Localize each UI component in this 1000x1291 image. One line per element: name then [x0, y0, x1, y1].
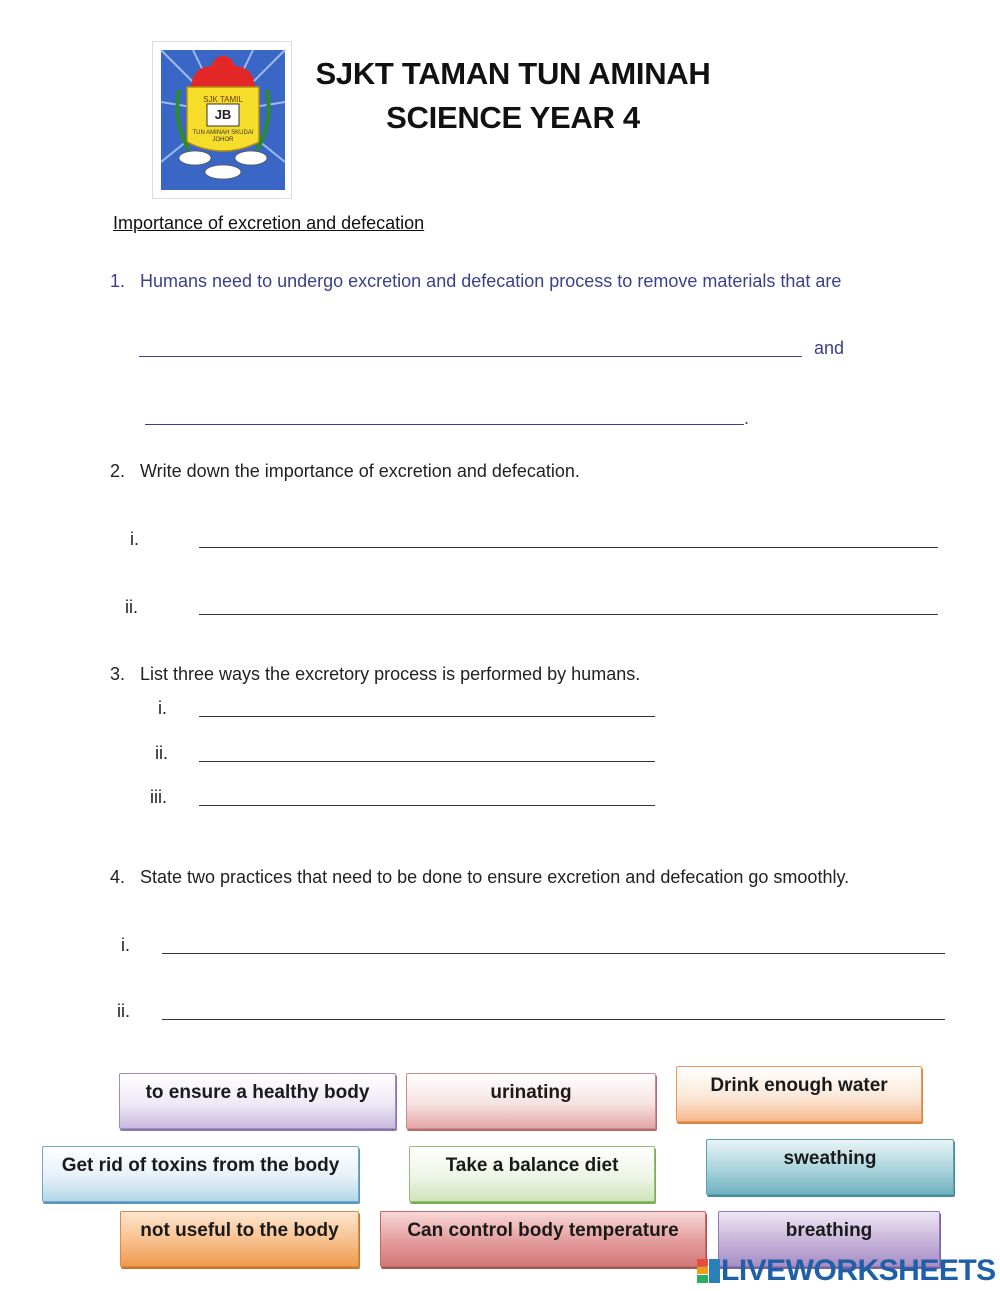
logo-text-top: SJK TAMIL — [203, 95, 243, 104]
question-2-item-label: ii. — [125, 597, 138, 617]
answer-blank-2ii[interactable] — [199, 614, 938, 615]
word-tile[interactable]: Get rid of toxins from the body — [42, 1146, 359, 1202]
word-tile[interactable]: not useful to the body — [120, 1211, 359, 1267]
question-2-text: Write down the importance of excretion and defecation. — [140, 461, 580, 481]
word-tile[interactable]: sweathing — [706, 1139, 954, 1195]
watermark-text: LIVEWORKSHEETS — [721, 1254, 996, 1287]
answer-blank-2i[interactable] — [199, 547, 938, 548]
question-2-item-label: i. — [130, 529, 139, 549]
question-1-text: Humans need to undergo excretion and defecation process to remove materials that are — [140, 271, 842, 291]
school-name: SJKT TAMAN TUN AMINAH — [315, 56, 711, 91]
liveworksheets-logo-icon — [697, 1258, 721, 1284]
question-4-text: State two practices that need to be done to ensure excretion and defecation go smoothly. — [140, 867, 850, 887]
section-heading: Importance of excretion and defecation — [113, 213, 425, 233]
question-3-item-label: iii. — [150, 787, 167, 807]
question-3-item-label: ii. — [155, 743, 168, 763]
question-3-item-label: i. — [158, 698, 167, 718]
question-1-end-mark: . — [744, 408, 750, 428]
question-4-item-label: ii. — [117, 1001, 130, 1021]
answer-blank-3ii[interactable] — [199, 761, 655, 762]
answer-blank-3i[interactable] — [199, 716, 655, 717]
question-4-item-label: i. — [121, 935, 130, 955]
liveworksheets-watermark — [697, 1253, 996, 1289]
answer-blank-1a[interactable] — [139, 356, 802, 357]
question-1-connector: and — [814, 338, 845, 358]
question-4-number: 4. — [110, 867, 126, 887]
logo-text-bottom: TUN AMINAH SKUDAI JOHOR — [192, 130, 254, 143]
word-tile[interactable]: to ensure a healthy body — [119, 1073, 396, 1129]
question-3-text: List three ways the excretory process is performed by humans. — [140, 664, 641, 684]
word-tile[interactable]: Take a balance diet — [409, 1146, 655, 1202]
question-2-number: 2. — [110, 461, 126, 481]
answer-blank-4ii[interactable] — [162, 1019, 945, 1020]
word-tile[interactable]: breathing — [718, 1211, 940, 1267]
word-tile[interactable]: Drink enough water — [676, 1066, 922, 1122]
word-tile[interactable]: Can control body temperature — [380, 1211, 706, 1267]
word-tile[interactable]: urinating — [406, 1073, 656, 1129]
logo-text-center: JB — [214, 107, 232, 122]
question-1-number: 1. — [110, 271, 126, 291]
answer-blank-1b[interactable] — [145, 424, 744, 425]
answer-blank-4i[interactable] — [162, 953, 945, 954]
subject-title: SCIENCE YEAR 4 — [386, 100, 640, 135]
question-3-number: 3. — [110, 664, 126, 684]
answer-blank-3iii[interactable] — [199, 805, 655, 806]
